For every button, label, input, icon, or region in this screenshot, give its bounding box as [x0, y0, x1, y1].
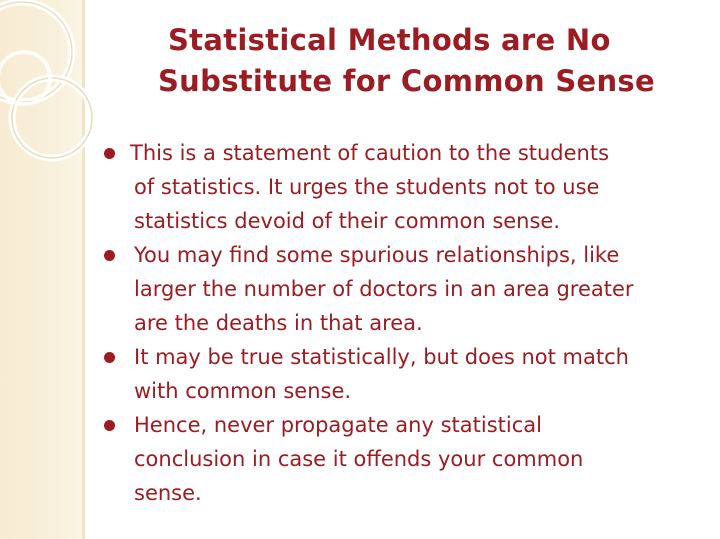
bullet-item-1 [100, 136, 700, 238]
bullet-2-line-3: are the deaths in that area. [134, 311, 423, 335]
bullet-item-4 [100, 408, 700, 510]
title-line-2: Substitute for Common Sense [158, 64, 655, 98]
bullet-1-line-2: of statistics. It urges the students not to use [134, 175, 600, 199]
bullet-item-2 [100, 238, 700, 340]
side-band-edge [82, 0, 85, 539]
bullet-dot-icon [104, 148, 115, 159]
bullet-3-line-2: with common sense. [134, 379, 352, 403]
slide-title [150, 20, 690, 102]
bullet-1-line-1: This is a statement of caution to the students [130, 141, 610, 165]
bullet-2-line-2: larger the number of doctors in an area greater [134, 277, 634, 301]
bullet-3-line-1: It may be true statistically, but does not match [134, 345, 629, 369]
bullet-dot-icon [104, 250, 115, 261]
bullet-4-line-2: conclusion in case it offends your common [134, 447, 584, 471]
bullet-1-line-3: statistics devoid of their common sense. [134, 209, 561, 233]
bullet-dot-icon [104, 352, 115, 363]
bullet-item-3 [100, 340, 700, 408]
bullet-4-line-3: sense. [134, 481, 202, 505]
bullet-4-line-1: Hence, never propagate any statistical [134, 413, 542, 437]
title-line-1: Statistical Methods are No [168, 23, 611, 57]
bullet-2-line-1: You may find some spurious relationships, like [134, 243, 620, 267]
bullet-list [100, 136, 700, 510]
bullet-dot-icon [104, 420, 115, 431]
side-decorative-band [0, 0, 82, 539]
